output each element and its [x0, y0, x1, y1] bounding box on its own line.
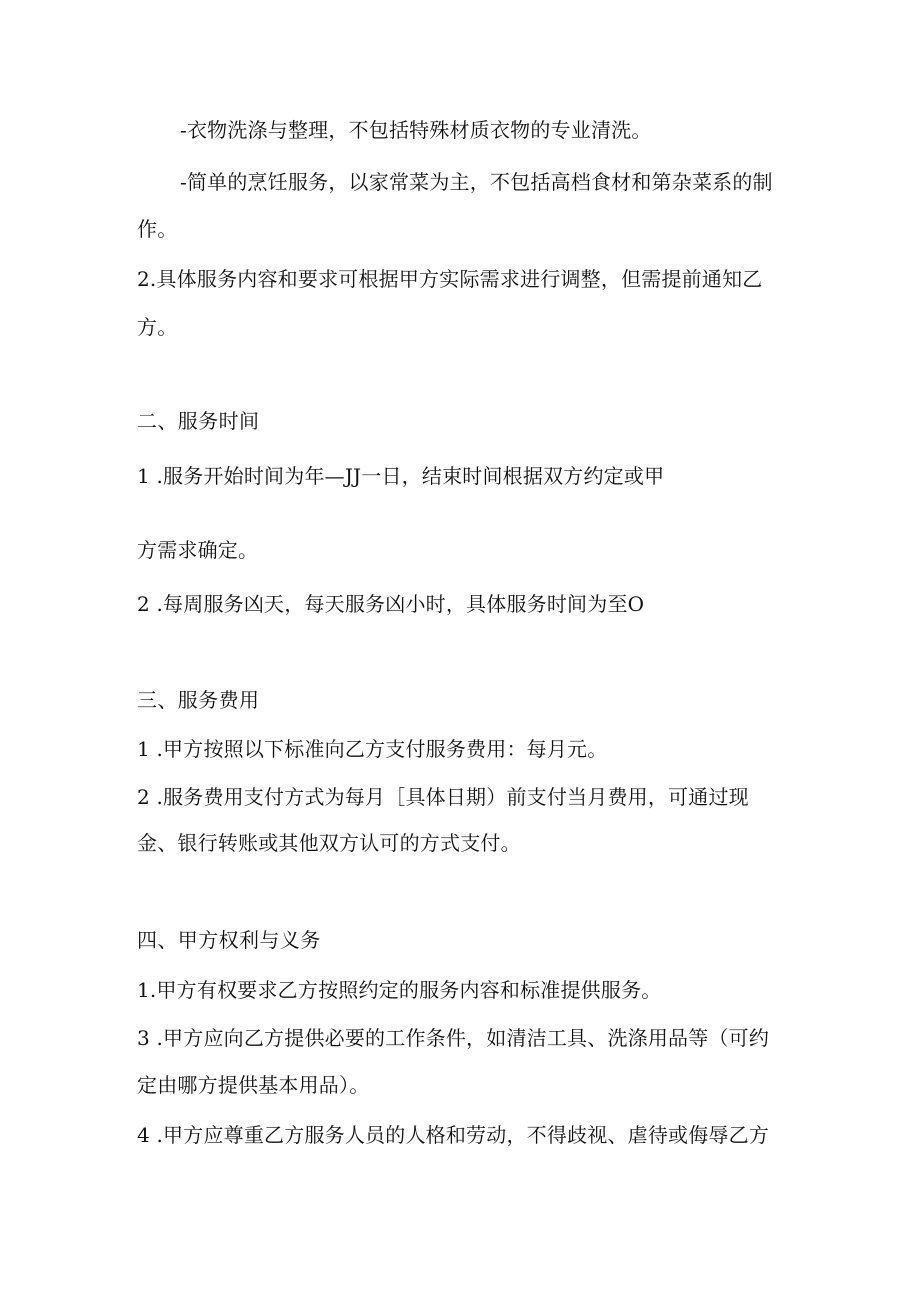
section-heading-service-fee: 三、服务费用	[137, 688, 260, 712]
clause-fee-payment-cont: 金、银行转账或其他双方认可的方式支付。	[137, 831, 521, 855]
clause-party-a-conditions: 3 .甲方应向乙方提供必要的工作条件，如清洁工具、洗涤用品等（可约	[137, 1026, 770, 1050]
clause-adjustment-cont: 方。	[137, 315, 178, 339]
clause-weekly-schedule: 2 .每周服务凶天，每天服务凶小时，具体服务时间为至O	[137, 592, 645, 616]
clause-fee-standard: 1 .甲方按照以下标准向乙方支付服务费用：每月元。	[137, 737, 608, 761]
clause-fee-payment: 2 .服务费用支付方式为每月［具体日期）前支付当月费用，可通过现	[137, 785, 749, 809]
clause-start-time: 1 .服务开始时间为年—JJ一日，结束时间根据双方约定或甲	[137, 464, 665, 488]
clause-party-a-conditions-cont: 定由哪方提供基本用品）。	[137, 1073, 370, 1097]
clause-cooking: -简单的烹饪服务，以家常菜为主，不包括高档食材和第杂菜系的制	[180, 170, 773, 194]
clause-party-a-respect: 4 .甲方应尊重乙方服务人员的人格和劳动，不得歧视、虐待或侮辱乙方	[137, 1123, 770, 1147]
clause-party-a-right: 1.甲方有权要求乙方按照约定的服务内容和标准提供服务。	[137, 978, 662, 1002]
clause-laundry: -衣物洗涤与整理，不包括特殊材质衣物的专业清洗。	[180, 118, 652, 142]
section-heading-service-time: 二、服务时间	[137, 409, 260, 433]
clause-cooking-cont: 作。	[137, 217, 178, 241]
section-heading-party-a: 四、甲方权利与义务	[137, 928, 321, 952]
clause-adjustment: 2.具体服务内容和要求可根据甲方实际需求进行调整，但需提前通知乙	[137, 267, 763, 291]
clause-start-time-cont: 方需求确定。	[137, 538, 259, 562]
